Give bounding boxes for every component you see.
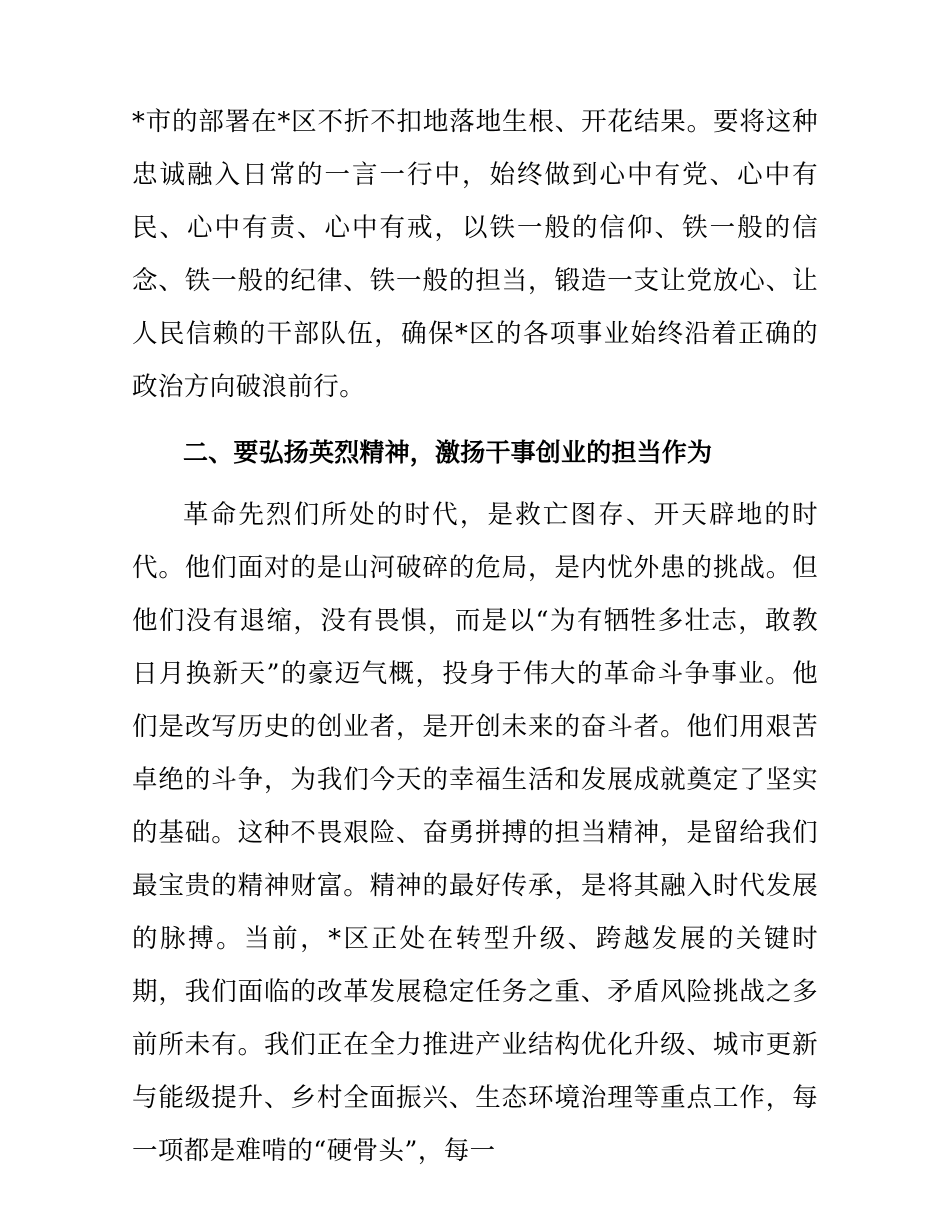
- section-heading-two: 二、要弘扬英烈精神，激扬干事创业的担当作为: [183, 438, 713, 467]
- paragraph-section-two-body: 革命先烈们所处的时代，是救亡图存、开天辟地的时代。他们面对的是山河破碎的危局，是内忧外患的挑战。但他们没有退缩，没有畏惧，而是以“为有牺牲多壮志，敢教日月换新天”的豪迈气概，投身于伟大的革命斗争事业。他们是改写历史的创业者，是开创未来的奋斗者。他们用艰苦卓绝的斗争，为我们今天的幸福生活和发展成就奠定了坚实的基础。这种不畏艰险、奋勇拼搏的担当精神，是留给我们最宝贵的精神财富。精神的最好传承，是将其融入时代发展的脉搏。当前，*区正处在转型升级、跨越发展的关键时期，我们面临的改革发展稳定任务之重、矛盾风险挑战之多前所未有。我们正在全力推进产业结构优化升级、城市更新与能级提升、乡村全面振兴、生态环境治理等重点工作，每一项都是难啃的“硬骨头”，每一: [132, 500, 818, 1166]
- document-body: [132, 96, 818, 1178]
- paragraph-continuation: *市的部署在*区不折不扣地落地生根、开花结果。要将这种忠诚融入日常的一言一行中，始终做到心中有党、心中有民、心中有责、心中有戒，以铁一般的信仰、铁一般的信念、铁一般的纪律、铁一般的担当，锻造一支让党放心、让人民信赖的干部队伍，确保*区的各项事业始终沿着正确的政治方向破浪前行。: [132, 107, 818, 402]
